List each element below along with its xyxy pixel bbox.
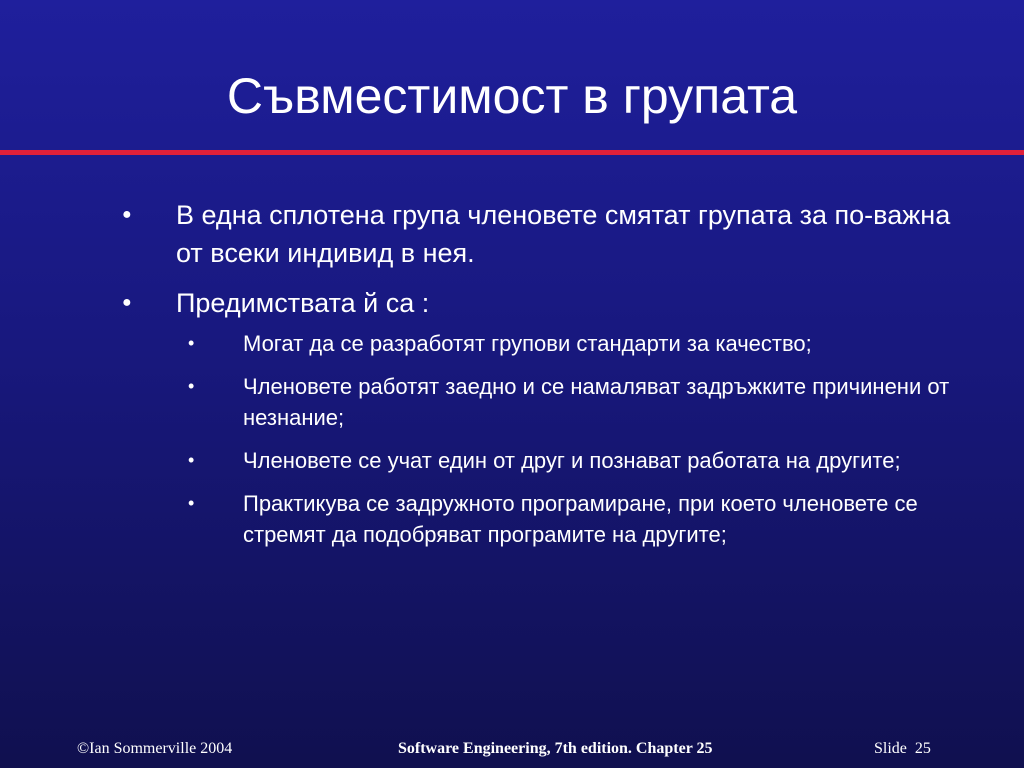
slide-title: Съвместимост в групата [226, 68, 798, 124]
sub-bullet-item [0, 371, 978, 433]
bullet-icon: ● [122, 294, 132, 311]
bullet-text: Предимствата й са : [176, 288, 430, 318]
sub-bullet-text: Могат да се разработят групови стандарти за качество; [243, 331, 812, 356]
bullet-item [0, 284, 966, 322]
sub-bullet-text: Членовете се учат един от друг и познават работата на другите; [243, 448, 901, 473]
slide-body [0, 196, 1024, 562]
sub-bullet-item [0, 328, 978, 359]
sub-bullet-item [0, 445, 978, 476]
sub-bullet-icon: • [188, 493, 195, 513]
bullet-text: В една сплотена група членовете смятат групата за по-важна от всеки индивид в нея. [176, 200, 951, 268]
footer-copyright: ©Ian Sommerville 2004 [77, 740, 233, 757]
sub-bullet-icon: • [188, 450, 195, 470]
sub-bullet-text: Членовете работят заедно и се намаляват задръжките причинени от незнание; [243, 374, 950, 430]
bullet-item [0, 196, 966, 272]
sub-bullet-list [0, 328, 1024, 550]
title-divider [0, 150, 1024, 155]
footer-slide-number: Slide 25 [874, 740, 931, 757]
bullet-icon: ● [122, 206, 132, 223]
sub-bullet-icon: • [188, 333, 195, 353]
sub-bullet-item [0, 488, 978, 550]
sub-bullet-icon: • [188, 376, 195, 396]
sub-bullet-text: Практикува се задружното програмиране, при което членовете се стремят да подобряват програмите на другите; [243, 491, 918, 547]
footer-book-title: Software Engineering, 7th edition. Chapter 25 [398, 740, 713, 757]
